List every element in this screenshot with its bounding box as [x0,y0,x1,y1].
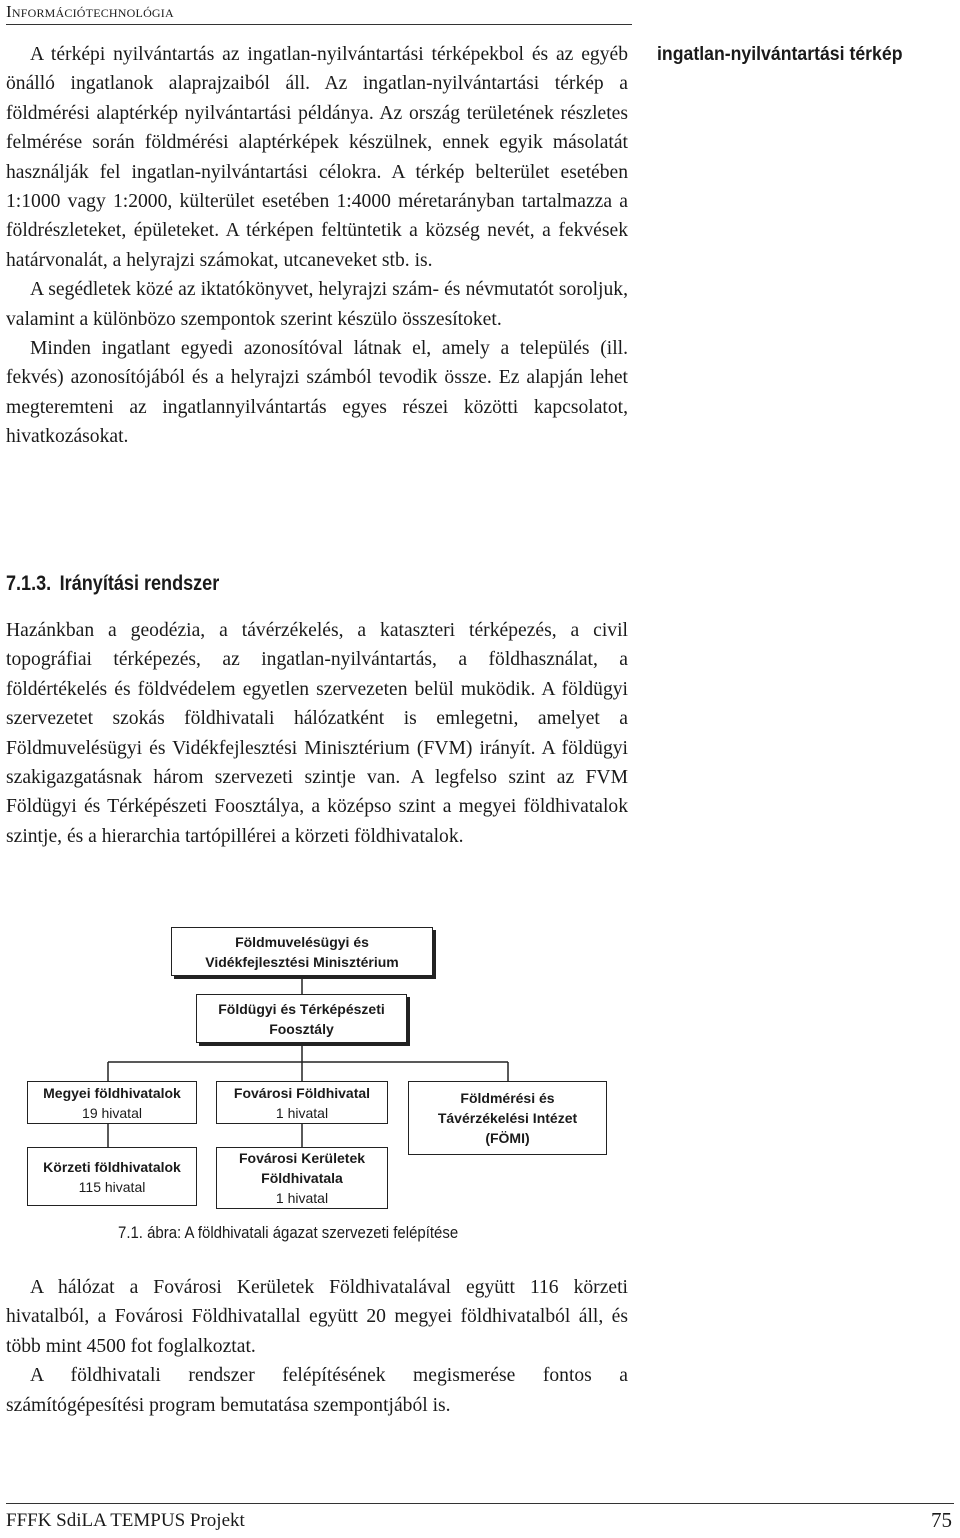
section-heading [6,572,219,596]
department-line-1: Földügyi és Térképészeti [218,1000,385,1017]
district-offices-name: Körzeti földhivatalok [43,1158,181,1175]
footer-rule [6,1503,954,1504]
capital-district-office-box [216,1147,388,1209]
intro-paragraph-1: A térképi nyilvántartás az ingatlan-nyilvántartási térképekbol és az egyéb önálló ingatlanok alaprajzaiból áll. Az ingatlan-nyilvántartási térkép a földmérési alaptérkép nyilvántartási példánya. Az ország területének részletes felmérése során földmérési alaptérképek készülnek, ennek egyik másolatát használják fel ingatlan-nyilvántartási célokra. A térkép belterület esetében 1:1000 vagy 1:2000, külterület esetében 1:4000 méretarányban tartalmazza a földrészleteket, épületeket. A térképen feltüntetik a község nevét, a fekvések határvonalát, a helyrajzi számokat, utcaneveket stb. is. [6,44,628,271]
footer-project: FFFK SdiLA TEMPUS Projekt [6,1510,245,1531]
intro-text [6,40,628,452]
closing-text [6,1273,628,1420]
capital-district-line-1: Fovárosi Kerületek [238,1150,366,1166]
county-offices-box [27,1081,197,1124]
fomi-line-3: (FÖMI) [485,1130,530,1146]
intro-paragraph-3: Minden ingatlant egyedi azonosítóval látnak el, amely a település (ill. fekvés) azonosítójából és a helyrajzi számból tevodik össze. Ez alapján lehet megteremteni az ingatlannyilvántartás egyes részei közötti kapcsolatot, hivatkozásokat. [6,338,628,448]
capital-district-count: 1 hivatal [275,1190,329,1206]
section-number: 7.1.3. [6,572,52,595]
section-paragraph: Hazánkban a geodézia, a távérzékelés, a kataszteri térképezés, a civil topográfiai térképezés, az ingatlan-nyilvántartás, a földhasználat, a földértékelés és földvédelem egyetlen szervezeten belül muködik. A földügyi szervezetet szokás földhivatali hálózatként is emlegetni, amelyet a Földmuvelésügyi és Vidékfejlesztési Minisztérium (FVM) irányít. A földügyi szakigazgatásnak három szervezeti szintje van. A legfelso szint az FVM Földügyi és Térképészeti Foosztálya, a középso szint a megyei földhivatalok szintje, és a hierarchia tartópillérei a körzeti földhivatalok. [6,620,628,847]
fomi-line-1: Földmérési és [460,1090,555,1106]
running-header: Információtechnológia [6,2,174,21]
capital-district-line-2: Földhivatala [261,1170,343,1186]
page-number: 75 [931,1508,952,1532]
header-rule [6,24,632,25]
ministry-box [171,927,433,976]
capital-office-count: 1 hivatal [275,1104,329,1121]
margin-note: ingatlan-nyilvántartási térkép [657,44,903,65]
section-text [6,616,628,851]
closing-paragraph-1: A hálózat a Fovárosi Kerületek Földhivatalával együtt 116 körzeti hivatalból, a Fovárosi Földhivatallal együtt 20 megyei földhivatalból áll, és több mint 4500 fot foglalkoztat. [6,1277,628,1357]
fomi-box [408,1081,607,1155]
ministry-line-2: Vidékfejlesztési Minisztérium [205,953,399,970]
section-title: Irányítási rendszer [59,572,220,595]
district-offices-count: 115 hivatal [78,1178,146,1195]
intro-paragraph-2: A segédletek közé az iktatókönyvet, helyrajzi szám- és névmutatót soroljuk, valamint a különbözo szempontok szerint készülo összesítoket. [6,279,628,330]
capital-office-name: Fovárosi Földhivatal [233,1084,371,1101]
figure-caption: 7.1. ábra: A földhivatali ágazat szervezeti felépítése [118,1223,459,1242]
county-offices-count: 19 hivatal [82,1104,142,1121]
capital-office-box [216,1081,388,1124]
district-offices-box [27,1147,197,1206]
department-box [196,994,407,1043]
county-offices-name: Megyei földhivatalok [43,1084,181,1101]
ministry-line-1: Földmuvelésügyi és [235,933,369,950]
fomi-line-2: Távérzékelési Intézet [437,1110,578,1126]
closing-paragraph-2: A földhivatali rendszer felépítésének megismerése fontos a számítógépesítési program bemutatása szempontjából is. [6,1365,628,1416]
department-line-2: Foosztály [269,1020,334,1037]
